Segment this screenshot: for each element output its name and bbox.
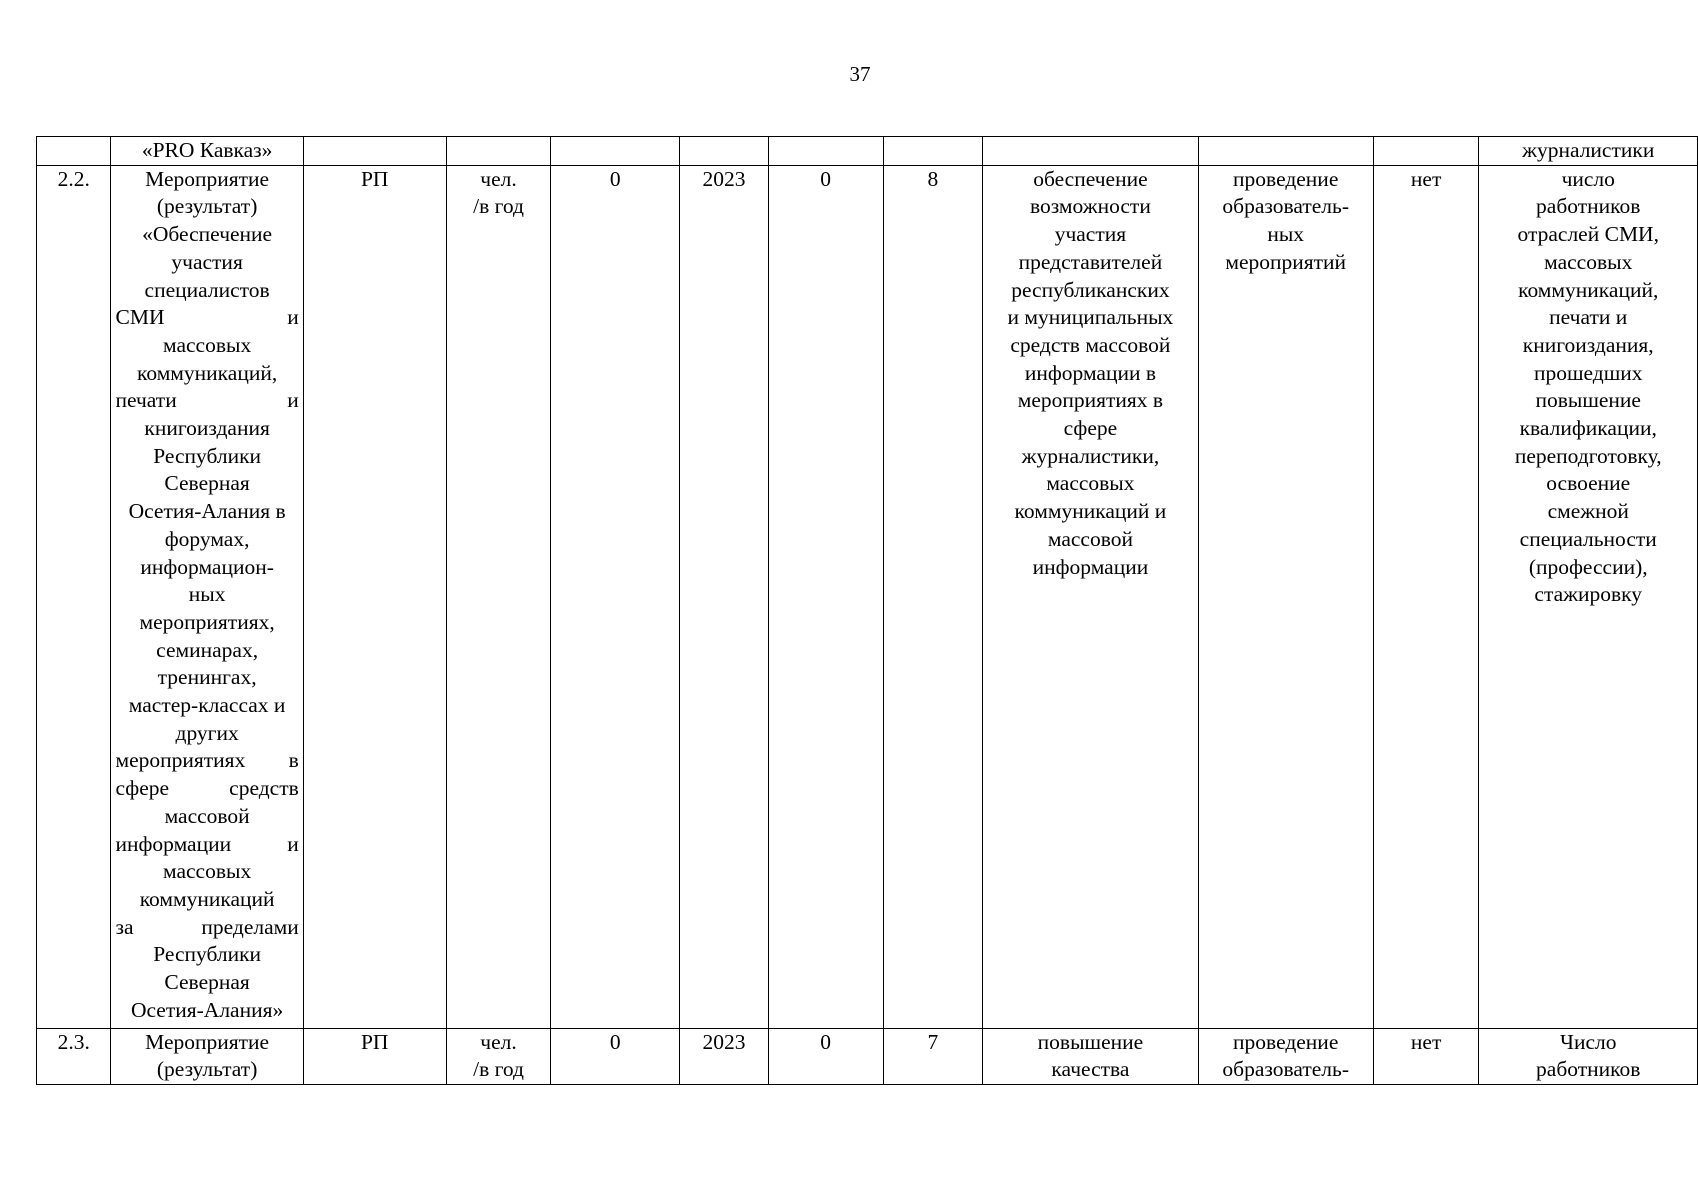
name-line: семинарах,	[156, 637, 259, 662]
cell-name	[111, 137, 303, 166]
cell-val2: 8	[883, 165, 983, 1028]
cell-goal-line: средств массовой	[1010, 332, 1171, 357]
cell-val2: 7	[883, 1028, 983, 1084]
cell-goal-line: коммуникаций и	[1014, 499, 1167, 524]
cell-val1: 0	[768, 1028, 883, 1084]
cell-goal-line: и муниципальных	[1007, 305, 1174, 330]
cell-goal	[983, 165, 1198, 1028]
cell-unit-line: чел.	[480, 1029, 517, 1054]
cell-goal-line: массовой	[1047, 526, 1133, 551]
cell-indicator	[1479, 137, 1698, 166]
name-line: участия	[171, 249, 243, 274]
cell-flag: нет	[1373, 165, 1479, 1028]
name-line: Республики	[153, 443, 262, 468]
cell-base-year	[680, 137, 769, 166]
name-line: Северная	[164, 471, 250, 496]
cell-indicator-line: стажировку	[1534, 582, 1643, 607]
name-line: массовых	[163, 332, 252, 357]
cell-flag: нет	[1373, 1028, 1479, 1084]
cell-indicator-line: освоение	[1546, 471, 1631, 496]
name-line: ных	[188, 582, 226, 607]
cell-num: 2.2.	[37, 165, 111, 1028]
cell-base-year: 2023	[680, 1028, 769, 1084]
name-line: коммуникаций,	[137, 360, 278, 385]
name-line: «Обеспечение	[142, 222, 273, 247]
cell-action-line: образователь-	[1222, 194, 1349, 219]
name-line: печати и	[115, 388, 299, 413]
cell-indicator-line: книгоиздания,	[1522, 332, 1654, 357]
name-line: форумах,	[164, 526, 250, 551]
cell-name	[111, 165, 303, 1028]
cell-indicator-line: прошедших	[1533, 360, 1643, 385]
name-line: тренингах,	[157, 665, 257, 690]
cell-base-value	[551, 137, 680, 166]
cell-action-line: образователь-	[1222, 1057, 1349, 1082]
cell-goal-line: информации	[1032, 554, 1149, 579]
name-line: мероприятиях,	[139, 609, 275, 634]
cell-goal-line: мероприятиях в	[1017, 388, 1164, 413]
cell-indicator-line: повышение	[1535, 388, 1641, 413]
cell-indicator-line: Число	[1559, 1029, 1617, 1054]
name-line: Мероприятие	[145, 1029, 270, 1054]
cell-goal-line: журналистики,	[1021, 443, 1160, 468]
cell-action	[1198, 165, 1373, 1028]
indicator-text: журналистики	[1522, 138, 1655, 162]
cell-unit	[446, 1028, 551, 1084]
cell-action	[1198, 137, 1373, 166]
cell-indicator-line: отраслей СМИ,	[1517, 222, 1659, 247]
cell-val2	[883, 137, 983, 166]
cell-goal	[983, 137, 1198, 166]
name-line: массовых	[163, 859, 252, 884]
cell-goal-line: возможности	[1029, 194, 1151, 219]
cell-base-year: 2023	[680, 165, 769, 1028]
name-line: (результат)	[156, 1057, 258, 1082]
name-line: за пределами	[115, 914, 299, 939]
cell-unit-line: чел.	[480, 166, 517, 191]
cell-indicator-line: работников	[1536, 1057, 1641, 1082]
cell-goal-line: информации в	[1024, 360, 1156, 385]
cell-goal-line: сфере	[1063, 416, 1118, 441]
cell-action-line: ных	[1267, 222, 1305, 247]
cell-goal-line: повышение	[1037, 1029, 1144, 1054]
cell-action-line: проведение	[1233, 166, 1339, 191]
cell-indicator-line: работников	[1536, 194, 1641, 219]
cell-type: РП	[303, 165, 446, 1028]
cell-goal-line: республиканских	[1011, 277, 1170, 302]
indicators-table	[36, 136, 1698, 1085]
cell-indicator-line: квалификации,	[1519, 416, 1657, 441]
name-line: Осетия-Алания в	[128, 499, 286, 524]
cell-num: 2.3.	[37, 1028, 111, 1084]
name-line: специалистов	[144, 277, 270, 302]
cell-indicator-line: число	[1561, 166, 1615, 191]
name-line: коммуникаций	[139, 886, 275, 911]
name-line: информацион-	[140, 554, 274, 579]
cell-unit-line: /в год	[473, 1057, 524, 1082]
name-line: мероприятиях в	[115, 748, 299, 773]
name-line: Осетия-Алания»	[130, 997, 284, 1022]
name-text: «PRO Кавказ»	[141, 138, 273, 162]
name-line: (результат)	[156, 194, 258, 219]
cell-indicator-line: специальности	[1519, 526, 1657, 551]
cell-goal-line: массовых	[1046, 471, 1135, 496]
cell-type: РП	[303, 1028, 446, 1084]
cell-unit	[446, 165, 551, 1028]
name-line: Северная	[164, 970, 250, 995]
cell-goal	[983, 1028, 1198, 1084]
cell-goal-line: обеспечение	[1033, 166, 1148, 191]
cell-name	[111, 1028, 303, 1084]
cell-type	[303, 137, 446, 166]
cell-action	[1198, 1028, 1373, 1084]
name-line: мастер-классах и	[128, 693, 286, 718]
cell-unit	[446, 137, 551, 166]
cell-val1: 0	[768, 165, 883, 1028]
name-line: СМИ и	[115, 305, 299, 330]
name-line: Республики	[153, 942, 262, 967]
table-row	[37, 165, 1698, 1028]
table-row	[37, 1028, 1698, 1084]
cell-action-line: проведение	[1233, 1029, 1339, 1054]
name-line: сфере средств	[115, 776, 299, 801]
cell-goal-line: представителей	[1018, 249, 1163, 274]
cell-indicator-line: переподготовку,	[1514, 443, 1662, 468]
cell-indicator-line: печати и	[1549, 305, 1628, 330]
cell-indicator	[1479, 165, 1698, 1028]
cell-unit-line: /в год	[473, 194, 524, 219]
name-line: других	[175, 720, 239, 745]
cell-val1	[768, 137, 883, 166]
cell-indicator	[1479, 1028, 1698, 1084]
page-number: 37	[849, 62, 871, 86]
name-line: массовой	[164, 803, 250, 828]
table-row-continuation	[37, 137, 1698, 166]
cell-goal-line: качества	[1051, 1057, 1130, 1082]
cell-indicator-line: коммуникаций,	[1518, 277, 1659, 302]
cell-indicator-line: смежной	[1547, 499, 1629, 524]
cell-indicator-line: массовых	[1544, 249, 1633, 274]
name-line: информации и	[115, 831, 299, 856]
cell-goal-line: участия	[1054, 222, 1127, 247]
cell-base-value: 0	[551, 1028, 680, 1084]
cell-flag	[1373, 137, 1479, 166]
cell-action-line: мероприятий	[1225, 249, 1347, 274]
cell-base-value: 0	[551, 165, 680, 1028]
name-line: Мероприятие	[145, 166, 270, 191]
cell-indicator-line: (профессии),	[1528, 554, 1648, 579]
name-line: книгоиздания	[144, 416, 270, 441]
cell-num	[37, 137, 111, 166]
